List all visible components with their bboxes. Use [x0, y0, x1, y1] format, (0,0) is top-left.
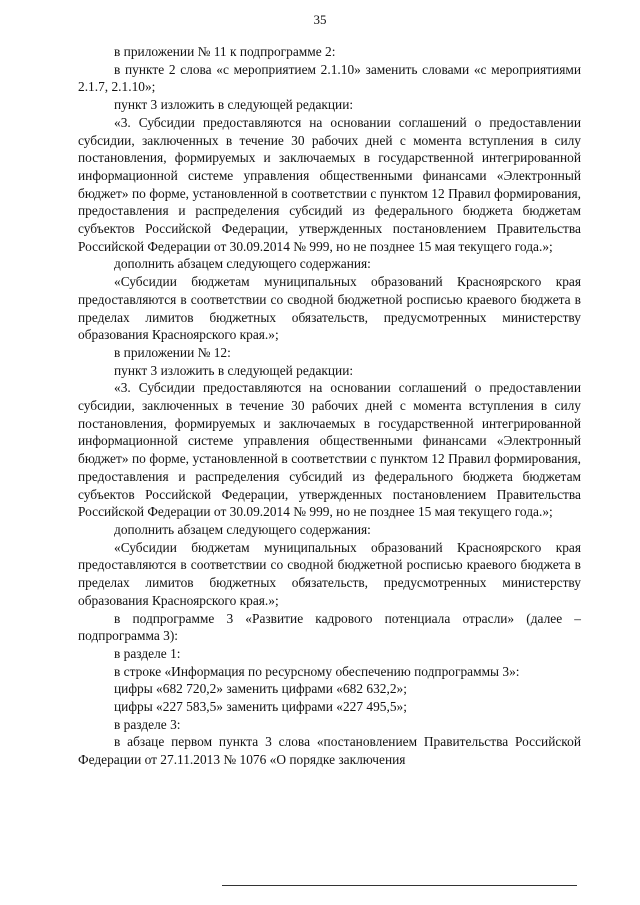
paragraph: в разделе 1: [114, 645, 181, 661]
paragraph: пункт 3 изложить в следующей редакции: [114, 97, 354, 113]
paragraph: в абзаце первом пункта 3 слова «постановлением Правительства Российской Федерации от 27.11.2013 № 1076 «О порядке заключения [78, 734, 581, 768]
paragraph: в разделе 3: [114, 716, 181, 732]
paragraph: дополнить абзацем следующего содержания: [114, 521, 371, 537]
paragraph: в пункте 2 слова «с мероприятием 2.1.10» заменить словами «с мероприятиями 2.1.7, 2.1.10»; [78, 61, 581, 95]
paragraph: в подпрограмме 3 «Развитие кадрового потенциала отрасли» (далее – подпрограмма 3): [78, 610, 581, 644]
paragraph: «3. Субсидии предоставляются на основании соглашений о предоставлении субсидии, заключенных в течение 30 рабочих дней с момента вступления в силу постановления, формируемых и заключаемых в государственной интегрированной информационной системе управления общественными финансами «Электронный бюджет» по форме, установленной в соответствии с пунктом 12 Правил формирования, предоставления и распределения субсидий из федерального бюджета бюджетам субъектов Российской Федерации, утвержденных постановлением Правительства Российской Федерации от 30.09.2014 № 999, но не позднее 15 мая текущего года.»; [78, 380, 581, 520]
paragraph: дополнить абзацем следующего содержания: [114, 256, 371, 272]
document-body [78, 43, 581, 769]
paragraph: «Субсидии бюджетам муниципальных образований Красноярского края предоставляются в соответствии со сводной бюджетной росписью краевого бюджета в пределах лимитов бюджетных обязательств, предусмотренных министерству образования Красноярского края.»; [78, 274, 581, 343]
paragraph: в приложении № 12: [114, 344, 231, 360]
footer-rule [222, 885, 577, 886]
paragraph: «3. Субсидии предоставляются на основании соглашений о предоставлении субсидии, заключенных в течение 30 рабочих дней с момента вступления в силу постановления, формируемых и заключаемых в государственной интегрированной информационной системе управления общественными финансами «Электронный бюджет» по форме, установленной в соответствии с пунктом 12 Правил формирования, предоставления и распределения субсидий из федерального бюджета бюджетам субъектов Российской Федерации, утвержденных постановлением Правительства Российской Федерации от 30.09.2014 № 999, но не позднее 15 мая текущего года.»; [78, 114, 581, 254]
paragraph: цифры «682 720,2» заменить цифрами «682 632,2»; [114, 681, 407, 697]
paragraph: в приложении № 11 к подпрограмме 2: [114, 44, 336, 59]
paragraph: пункт 3 изложить в следующей редакции: [114, 362, 354, 378]
paragraph: «Субсидии бюджетам муниципальных образований Красноярского края предоставляются в соответствии со сводной бюджетной росписью краевого бюджета в пределах лимитов бюджетных обязательств, предусмотренных министерству образования Красноярского края.»; [78, 539, 581, 608]
paragraph: в строке «Информация по ресурсному обеспечению подпрограммы 3»: [114, 663, 520, 679]
page-number: 35 [313, 12, 327, 27]
paragraph: цифры «227 583,5» заменить цифрами «227 495,5»; [114, 699, 407, 715]
